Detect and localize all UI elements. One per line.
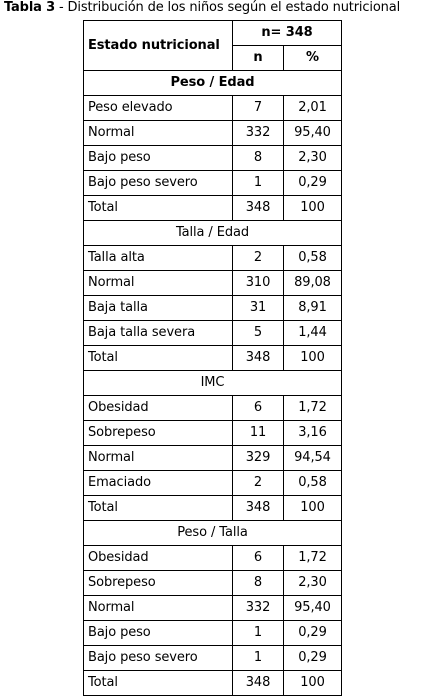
row-label: Obesidad [84, 396, 233, 421]
row-percent: 100 [284, 346, 342, 371]
row-percent: 89,08 [284, 271, 342, 296]
table-row [84, 471, 342, 496]
row-count: 348 [233, 346, 284, 371]
row-label: Obesidad [84, 546, 233, 571]
row-percent: 0,58 [284, 471, 342, 496]
section-row [84, 521, 342, 546]
row-label: Baja talla severa [84, 321, 233, 346]
row-label: Sobrepeso [84, 421, 233, 446]
table-row [84, 546, 342, 571]
row-label: Normal [84, 271, 233, 296]
row-count: 329 [233, 446, 284, 471]
table-caption [4, 0, 400, 16]
row-percent: 94,54 [284, 446, 342, 471]
table-row [84, 271, 342, 296]
table-row [84, 96, 342, 121]
row-count: 2 [233, 246, 284, 271]
row-label: Total [84, 346, 233, 371]
table-row [84, 596, 342, 621]
row-count: 1 [233, 621, 284, 646]
row-label: Total [84, 196, 233, 221]
row-label: Normal [84, 446, 233, 471]
row-percent: 1,72 [284, 396, 342, 421]
nutrition-table [83, 20, 342, 696]
row-count: 310 [233, 271, 284, 296]
section-title: Talla / Edad [84, 221, 342, 246]
header-col-percent: % [284, 46, 342, 71]
row-count: 7 [233, 96, 284, 121]
row-count: 332 [233, 121, 284, 146]
row-percent: 0,29 [284, 171, 342, 196]
row-count: 348 [233, 496, 284, 521]
header-sample-size: n= 348 [233, 21, 342, 46]
row-count: 332 [233, 596, 284, 621]
header-col-n: n [233, 46, 284, 71]
table-row [84, 246, 342, 271]
row-label: Baja talla [84, 296, 233, 321]
row-percent: 2,01 [284, 96, 342, 121]
row-percent: 100 [284, 671, 342, 696]
row-percent: 95,40 [284, 121, 342, 146]
row-percent: 0,29 [284, 646, 342, 671]
table-row [84, 321, 342, 346]
row-count: 348 [233, 671, 284, 696]
section-row [84, 371, 342, 396]
table-row [84, 646, 342, 671]
table-row [84, 621, 342, 646]
section-title: IMC [84, 371, 342, 396]
table-row [84, 571, 342, 596]
row-percent: 1,72 [284, 546, 342, 571]
section-row [84, 221, 342, 246]
row-percent: 8,91 [284, 296, 342, 321]
row-label: Bajo peso [84, 621, 233, 646]
header-estado-nutricional: Estado nutricional [84, 21, 233, 71]
row-label: Normal [84, 596, 233, 621]
row-percent: 100 [284, 496, 342, 521]
row-count: 5 [233, 321, 284, 346]
row-percent: 95,40 [284, 596, 342, 621]
row-count: 348 [233, 196, 284, 221]
row-label: Normal [84, 121, 233, 146]
row-percent: 2,30 [284, 146, 342, 171]
row-count: 11 [233, 421, 284, 446]
table-row [84, 196, 342, 221]
row-percent: 100 [284, 196, 342, 221]
table-header [84, 21, 342, 71]
row-percent: 0,58 [284, 246, 342, 271]
row-count: 31 [233, 296, 284, 321]
row-label: Peso elevado [84, 96, 233, 121]
row-label: Total [84, 671, 233, 696]
table-body [84, 71, 342, 696]
section-title: Peso / Edad [84, 71, 342, 96]
table-row [84, 671, 342, 696]
row-count: 6 [233, 396, 284, 421]
table-row [84, 421, 342, 446]
row-label: Bajo peso severo [84, 171, 233, 196]
section-row [84, 71, 342, 96]
row-count: 8 [233, 146, 284, 171]
row-label: Bajo peso [84, 146, 233, 171]
table-row [84, 346, 342, 371]
section-title: Peso / Talla [84, 521, 342, 546]
caption-label: Tabla 3 [4, 0, 56, 15]
row-percent: 2,30 [284, 571, 342, 596]
row-label: Emaciado [84, 471, 233, 496]
table-row [84, 396, 342, 421]
table-row [84, 146, 342, 171]
row-count: 1 [233, 171, 284, 196]
table-row [84, 446, 342, 471]
row-label: Bajo peso severo [84, 646, 233, 671]
caption-text: - Distribución de los niños según el estado nutricional [55, 0, 401, 15]
table-row [84, 496, 342, 521]
row-percent: 1,44 [284, 321, 342, 346]
table-row [84, 171, 342, 196]
row-label: Talla alta [84, 246, 233, 271]
row-count: 8 [233, 571, 284, 596]
row-label: Total [84, 496, 233, 521]
row-count: 6 [233, 546, 284, 571]
row-label: Sobrepeso [84, 571, 233, 596]
row-percent: 0,29 [284, 621, 342, 646]
row-count: 1 [233, 646, 284, 671]
table-row [84, 121, 342, 146]
row-count: 2 [233, 471, 284, 496]
table-row [84, 296, 342, 321]
row-percent: 3,16 [284, 421, 342, 446]
